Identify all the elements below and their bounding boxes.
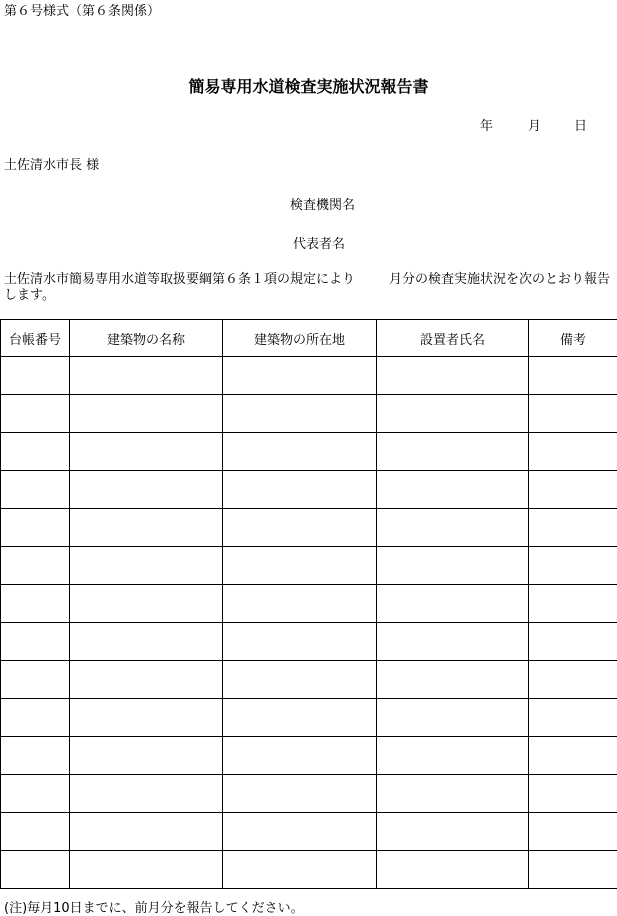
installer-name-cell[interactable] [377,585,529,623]
installer-name-cell[interactable] [377,851,529,889]
ledger-number-cell[interactable] [1,471,70,509]
table-row [1,623,617,661]
table-row [1,737,617,775]
report-table [0,319,617,889]
column-header-installer-name: 設置者氏名 [377,320,529,357]
ledger-number-cell[interactable] [1,585,70,623]
installer-name-cell[interactable] [377,509,529,547]
installer-name-cell[interactable] [377,357,529,395]
installer-name-cell[interactable] [377,737,529,775]
installer-name-cell[interactable] [377,395,529,433]
building-address-cell[interactable] [223,737,377,775]
installer-name-cell[interactable] [377,547,529,585]
building-address-cell[interactable] [223,775,377,813]
building-address-cell[interactable] [223,395,377,433]
building-name-cell[interactable] [70,623,223,661]
body-text-part1: 土佐清水市簡易専用水道等取扱要綱第６条１項の規定により [4,272,355,287]
date-year: 年 [480,115,528,134]
building-address-cell[interactable] [223,547,377,585]
building-name-cell[interactable] [70,471,223,509]
table-row [1,775,617,813]
date-month: 月 [528,115,574,134]
column-header-remarks: 備考 [529,320,617,357]
body-text-part2: 月分の検査実施状況を次のとおり報告します。 [4,272,610,303]
installer-name-cell[interactable] [377,661,529,699]
building-name-cell[interactable] [70,547,223,585]
building-address-cell[interactable] [223,661,377,699]
table-row [1,433,617,471]
footnote: (注)毎月10日までに、前月分を報告してください。 [4,897,304,916]
table-row [1,699,617,737]
table-row [1,547,617,585]
installer-name-cell[interactable] [377,433,529,471]
building-name-cell[interactable] [70,433,223,471]
remarks-cell[interactable] [529,661,617,699]
building-name-cell[interactable] [70,775,223,813]
building-name-cell[interactable] [70,585,223,623]
table-row [1,813,617,851]
building-address-cell[interactable] [223,585,377,623]
building-name-cell[interactable] [70,357,223,395]
building-name-cell[interactable] [70,699,223,737]
addressee: 土佐清水市長 様 [4,154,99,173]
installer-name-cell[interactable] [377,623,529,661]
ledger-number-cell[interactable] [1,851,70,889]
remarks-cell[interactable] [529,357,617,395]
table-header-row [1,320,617,357]
building-name-cell[interactable] [70,509,223,547]
ledger-number-cell[interactable] [1,509,70,547]
ledger-number-cell[interactable] [1,433,70,471]
column-header-building-name: 建築物の名称 [70,320,223,357]
building-address-cell[interactable] [223,851,377,889]
installer-name-cell[interactable] [377,775,529,813]
remarks-cell[interactable] [529,509,617,547]
column-header-ledger-number: 台帳番号 [1,320,70,357]
page-title: 簡易専用水道検査実施状況報告書 [0,74,617,97]
ledger-number-cell[interactable] [1,661,70,699]
building-address-cell[interactable] [223,699,377,737]
remarks-cell[interactable] [529,395,617,433]
installer-name-cell[interactable] [377,471,529,509]
ledger-number-cell[interactable] [1,547,70,585]
building-address-cell[interactable] [223,357,377,395]
remarks-cell[interactable] [529,547,617,585]
representative-name-label: 代表者名 [293,233,345,252]
table-row [1,395,617,433]
ledger-number-cell[interactable] [1,699,70,737]
building-address-cell[interactable] [223,471,377,509]
table-row [1,357,617,395]
ledger-number-cell[interactable] [1,813,70,851]
table-row [1,585,617,623]
table-row [1,851,617,889]
building-name-cell[interactable] [70,851,223,889]
remarks-cell[interactable] [529,623,617,661]
building-name-cell[interactable] [70,395,223,433]
remarks-cell[interactable] [529,471,617,509]
column-header-building-address: 建築物の所在地 [223,320,377,357]
table-row [1,471,617,509]
date-line [480,115,587,134]
table-row [1,509,617,547]
remarks-cell[interactable] [529,699,617,737]
ledger-number-cell[interactable] [1,775,70,813]
table-body [1,357,617,889]
ledger-number-cell[interactable] [1,737,70,775]
body-text [4,272,614,304]
remarks-cell[interactable] [529,813,617,851]
remarks-cell[interactable] [529,775,617,813]
ledger-number-cell[interactable] [1,623,70,661]
building-name-cell[interactable] [70,813,223,851]
building-name-cell[interactable] [70,661,223,699]
building-address-cell[interactable] [223,813,377,851]
remarks-cell[interactable] [529,433,617,471]
inspector-name-label: 検査機関名 [290,194,355,213]
remarks-cell[interactable] [529,737,617,775]
building-name-cell[interactable] [70,737,223,775]
ledger-number-cell[interactable] [1,357,70,395]
installer-name-cell[interactable] [377,699,529,737]
building-address-cell[interactable] [223,623,377,661]
ledger-number-cell[interactable] [1,395,70,433]
remarks-cell[interactable] [529,851,617,889]
date-day: 日 [574,115,587,134]
remarks-cell[interactable] [529,585,617,623]
form-number: 第６号様式（第６条関係） [4,0,160,19]
building-address-cell[interactable] [223,433,377,471]
building-address-cell[interactable] [223,509,377,547]
installer-name-cell[interactable] [377,813,529,851]
table-row [1,661,617,699]
